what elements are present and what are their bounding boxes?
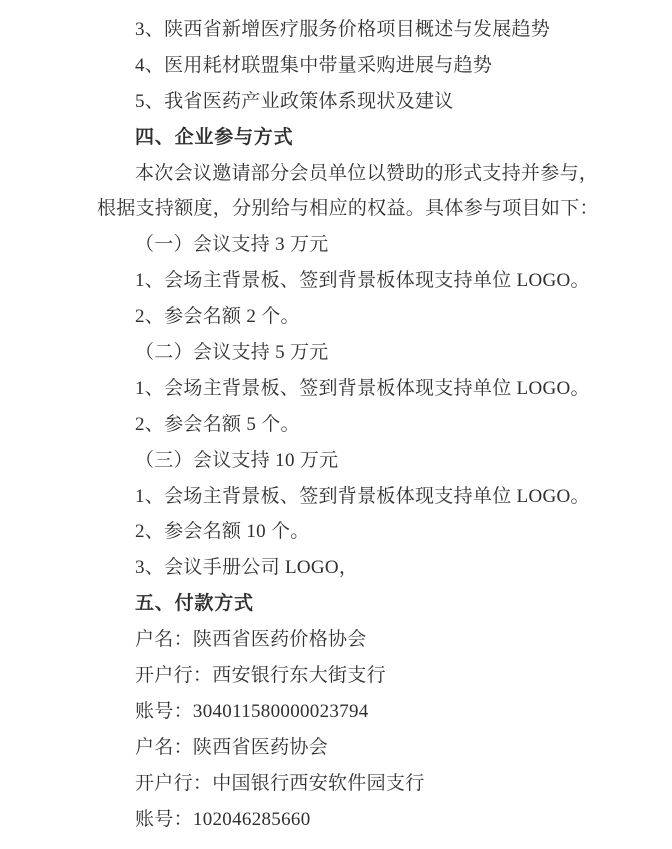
tier-3-benefit-1: 1、会场主背景板、签到背景板体现支持单位 LOGO。 (135, 485, 590, 507)
agenda-item-4: 4、医用耗材联盟集中带量采购进展与趋势 (135, 54, 493, 76)
section-heading-payment: 五、付款方式 (135, 593, 254, 615)
agenda-item-3: 3、陕西省新增医疗服务价格项目概述与发展趋势 (135, 19, 551, 40)
tier-3-benefit-3: 3、会议手册公司 LOGO， (135, 557, 359, 579)
tier-3-benefit-2: 2、参会名额 10 个。 (135, 521, 310, 543)
tier-2-benefit-1: 1、会场主背景板、签到背景板体现支持单位 LOGO。 (135, 377, 590, 399)
tier-2-benefit-2: 2、参会名额 5 个。 (135, 413, 300, 435)
tier-1-benefit-2: 2、参会名额 2 个。 (135, 306, 300, 328)
tier-1-title: （一）会议支持 3 万元 (135, 234, 329, 256)
agenda-item-5: 5、我省医药产业政策体系现状及建议 (135, 90, 454, 112)
account-1-bank: 开户行：西安银行东大街支行 (135, 665, 386, 687)
account-2-holder: 户名：陕西省医药协会 (135, 736, 329, 758)
account-2-number: 账号：102046285660 (135, 808, 311, 830)
tier-3-title: （三）会议支持 10 万元 (135, 449, 339, 471)
account-2-bank: 开户行：中国银行西安软件园支行 (135, 772, 425, 794)
account-1-number: 账号：304011580000023794 (135, 700, 369, 722)
account-1-holder: 户名：陕西省医药价格协会 (135, 629, 367, 651)
participation-intro-line-1: 本次会议邀请部分会员单位以赞助的形式支持并参与， (135, 162, 599, 184)
tier-2-title: （二）会议支持 5 万元 (135, 342, 329, 364)
tier-1-benefit-1: 1、会场主背景板、签到背景板体现支持单位 LOGO。 (135, 270, 590, 292)
participation-intro-line-2: 根据支持额度，分别给与相应的权益。具体参与项目如下： (97, 198, 599, 220)
section-heading-participation: 四、企业参与方式 (135, 126, 294, 148)
